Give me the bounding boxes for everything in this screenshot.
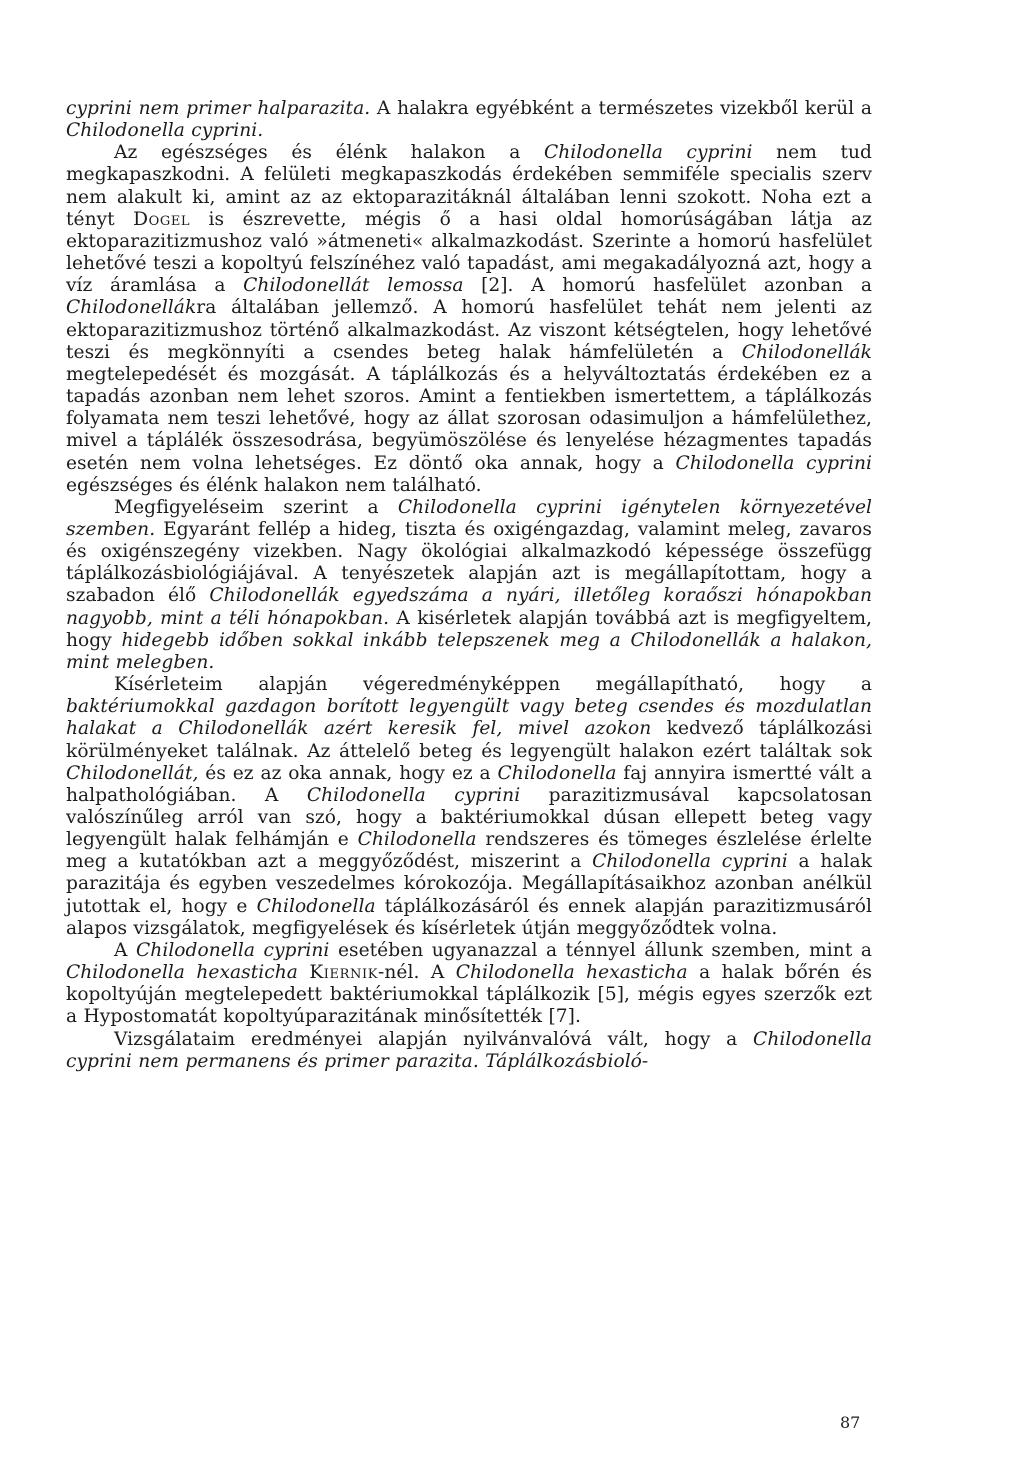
text-run: egészséges és élénk halakon nem található. xyxy=(66,474,482,496)
italic-run: Chilodonellák xyxy=(741,341,872,363)
text-run: Megfigyeléseim szerint a xyxy=(114,496,398,518)
italic-run: Chilodonellák xyxy=(66,297,197,319)
italic-run: Chilodonella cyprini xyxy=(136,939,330,961)
paragraph xyxy=(66,940,872,1029)
italic-run: Chilodonellák egyedszáma a nyári, illetőleg koraőszi hónapokban nagyobb, mint a téli hónapokban. xyxy=(66,585,873,629)
text-run: Vizsgálataim eredményei alapján nyilvánvalóvá vált, hogy a xyxy=(114,1028,754,1050)
italic-run: Chilodonella cyprini xyxy=(675,452,872,474)
italic-run: Chilodonellát, xyxy=(66,762,199,784)
text-run: -nél. A xyxy=(378,962,456,984)
text-run: rendszeres és tömeges észlelése érlelte meg a kutatókban azt a meggyőződést, miszerint a xyxy=(66,829,872,873)
italic-run: Chilodonella cyprini. xyxy=(66,120,264,142)
page-number: 87 xyxy=(840,1413,861,1432)
italic-run: hidegebb időben sokkal inkább telepszenek meg a Chilodonellák a halakon, mint melegben. xyxy=(66,629,872,673)
italic-run: Chilodonella xyxy=(497,762,617,784)
paragraph xyxy=(66,1029,872,1073)
italic-run: Chilodonellát lemossa xyxy=(243,275,464,297)
text-run: esetében ugyanazzal a ténnyel állunk szemben, mint a xyxy=(329,939,873,961)
italic-run: baktériumokkal gazdagon borított legyengült vagy beteg csendes és mozdulatlan halakat a Chilodonellák azért keresik fel, mivel azokon xyxy=(66,696,872,740)
text-run: Egyaránt fellép a hideg, tiszta és oxigéngazdag, valamint meleg, zavaros és oxigénszegény vizekben. Nagy ökológiai alkalmazkodó képessége összefügg táplálkozásbiológiájával. A tenyészetek alapján azt is megállapítottam, hogy a szabadon élő xyxy=(66,518,872,607)
text-run: faj annyira ismertté vált a halpathológiában. A xyxy=(66,762,872,806)
italic-run: Chilodonella hexasticha xyxy=(66,962,298,984)
text-run: Az egészséges és élénk halakon a xyxy=(114,142,544,164)
text-run: a halak parazitája és egyben veszedelmes kórokozója. Megállapításaikhoz azonban anélkül jutottak el, hogy e xyxy=(66,851,873,917)
italic-run: Chilodonella cyprini xyxy=(592,851,788,873)
italic-run: Chilodonella cyprini xyxy=(543,142,753,164)
paragraph xyxy=(66,98,872,142)
text-run xyxy=(298,962,309,983)
author-name: Kiernik xyxy=(309,962,379,984)
text-run: ra általában jellemző. A homorú hasfelület tehát nem jelenti az ektoparazitizmushoz történő alkalmazkodást. Az viszont kétségtelen, hogy lehetővé teszi és megkönnyíti a csendes beteg halak hámfelületén a xyxy=(66,297,872,363)
italic-run: Chilodonella xyxy=(256,895,376,917)
text-run: a halak bőrén és kopoltyúján megtelepedett baktériumokkal táplálkozik [5], mégis egyes szerzők ezt a Hypostomatát kopoltyúparazitának minősítették [7]. xyxy=(66,962,872,1028)
author-name: Dogel xyxy=(133,208,191,230)
text-run: parazitizmusával kapcsolatosan valószínűleg arról van szó, hogy a baktériumokkal dúsan ellepett beteg vagy legyengült halak felhámján e xyxy=(66,784,872,851)
italic-run: Chilodonella cyprini nem permanens és primer parazita. Táplálkozásbioló- xyxy=(66,1028,872,1072)
paragraph xyxy=(66,497,872,674)
text-run: és ez az oka annak, hogy ez a xyxy=(198,762,498,784)
italic-run: Chilodonella hexasticha xyxy=(455,962,688,984)
text-run: megtelepedését és mozgását. A táplálkozás és a helyváltoztatás érdekében ez a tapadás azonban nem lehet szoros. Amint a fentiekben ismertettem, a táplálkozás folyamata nem teszi lehetővé, hogy az állat szorosan odasimuljon a hámfelülethez, mivel a táplálék összesodrása, begyümöszölése és lenyelése hézagmentes tapadás esetén nem volna lehetséges. Ez döntő oka annak, hogy a xyxy=(66,363,872,474)
text-run: A kisérletek alapján továbbá azt is megfigyeltem, hogy xyxy=(66,607,872,651)
text-run: A xyxy=(114,939,137,961)
italic-run: Chilodonella cyprini igénytelen környezetével szemben. xyxy=(66,496,872,540)
italic-run: Chilodonella xyxy=(357,829,477,851)
paragraph xyxy=(66,142,872,497)
page-body xyxy=(66,98,872,1073)
italic-run: Chilodonella cyprini xyxy=(306,784,521,806)
text-run: nem tud megkapaszkodni. A felületi megkapaszkodás érdekében semmiféle specialis szerv nem alakult ki, amint az az ektoparazitáknál általában lenni szokott. Noha ezt a tényt xyxy=(66,142,873,230)
italic-run: cyprini nem primer halparazita. xyxy=(66,98,371,119)
text-run: [2]. A homorú hasfelület azonban a xyxy=(463,275,872,297)
text-run: Kísérleteim alapján végeredményképpen megállapítható, hogy a xyxy=(114,674,872,696)
paragraph xyxy=(66,674,872,940)
text-run: kedvező táplálkozási körülményeket találnak. Az áttelelő beteg és legyengült halakon ezért találtak sok xyxy=(66,718,872,762)
text-run: A halakra egyébként a természetes vizekből kerül a xyxy=(370,98,872,119)
text-run: is észrevette, mégis ő a hasi oldal homorúságában látja az ektoparazitizmushoz való »átmeneti« alkalmazkodást. Szerinte a homorú hasfelület lehetővé teszi a kopoltyú felszínéhez való tapadást, ami megakadályozná azt, hogy a víz áramlása a xyxy=(66,208,873,297)
text-run: táplálkozásáról és ennek alapján parazitizmusáról alapos vizsgálatok, megfigyelések és kísérletek útján meggyőződtek volna. xyxy=(66,895,873,939)
